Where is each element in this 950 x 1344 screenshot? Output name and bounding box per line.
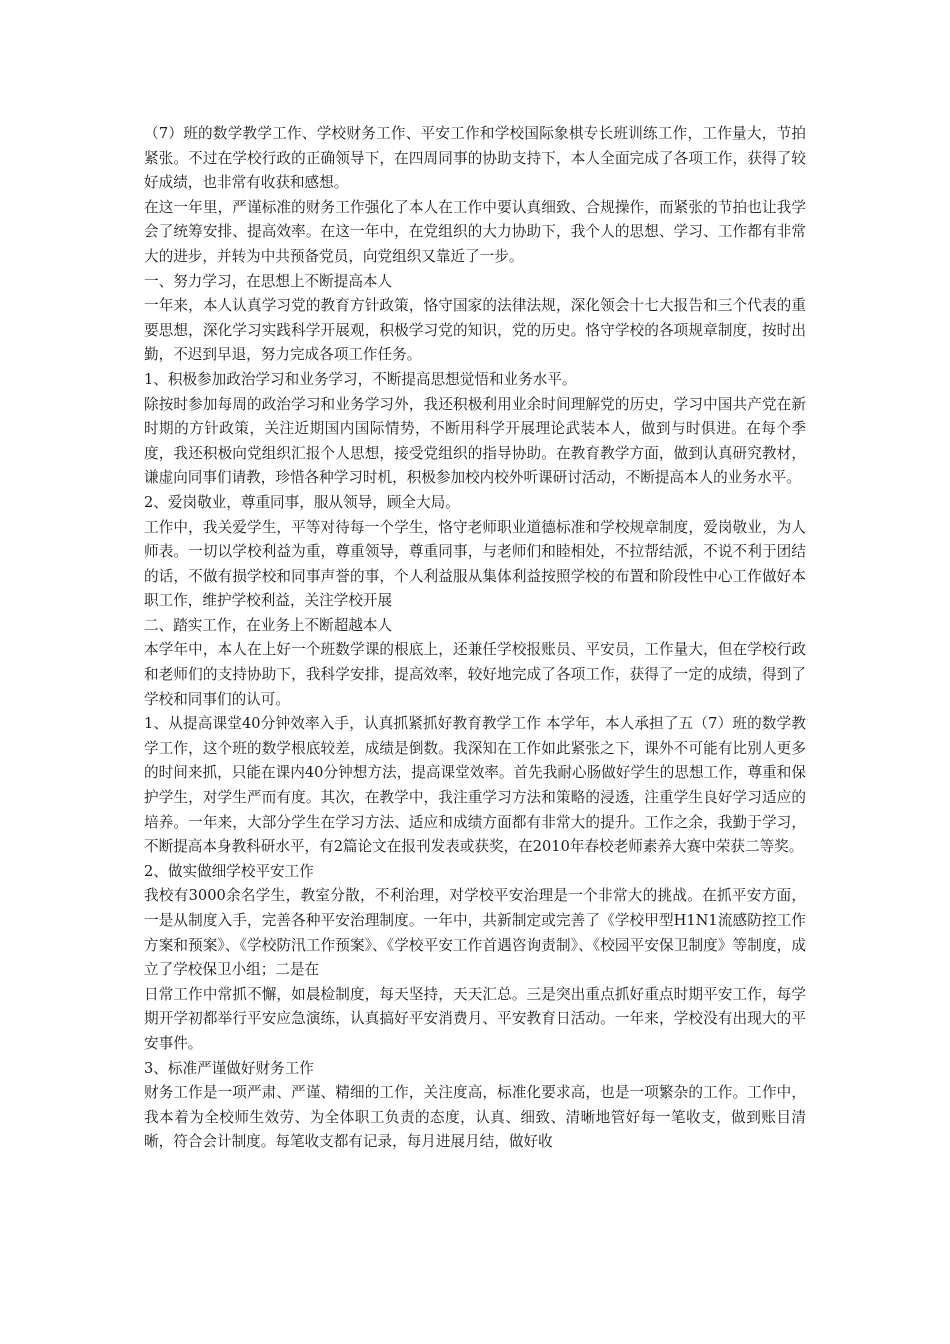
paragraph: 财务工作是一项严肃、严谨、精细的工作，关注度高，标准化要求高，也是一项繁杂的工作。工作中，我本着为全校师生效劳、为全体职工负责的态度，认真、细致、清晰地管好每一笔收支，做到账目清晰，符合会计制度。每笔收支都有记录，每月进展月结，做好收 — [144, 1084, 806, 1151]
subsection-heading: 2、爱岗敬业，尊重同事，服从领导，顾全大局。 — [144, 493, 460, 511]
subsection-heading: 1、积极参加政治学习和业务学习，不断提高思想觉悟和业务水平。 — [144, 370, 577, 388]
paragraph: 本学年中，本人在上好一个班数学课的根底上，还兼任学校报账员、平安员，工作量大，但在学校行政和老师们的支持协助下，我科学安排，提高效率，较好地完成了各项工作，获得了一定的成绩，得到了学校和同事们的认可。 — [144, 641, 806, 708]
paragraph: 除按时参加每周的政治学习和业务学习外，我还积极利用业余时间理解党的历史，学习中国共产党在新时期的方针政策，关注近期国内国际情势，不断用科学开展理论武装本人，做到与时俱进。在每个季度，我还积极向党组织汇报个人思想，接受党组织的指导协助。在教育教学方面，做到认真研究教材，谦虚向同事们请教，珍惜各种学习时机，积极参加校内校外听课研讨活动，不断提高本人的业务水平。 — [144, 395, 806, 487]
paragraph: （7）班的数学教学工作、学校财务工作、平安工作和学校国际象棋专长班训练工作，工作量大，节拍紧张。不过在学校行政的正确领导下，在四周同事的协助支持下，本人全面完成了各项工作，获得了较好成绩，也非常有收获和感想。 — [144, 125, 806, 192]
paragraph: 一年来，本人认真学习党的教育方针政策，恪守国家的法律法规，深化领会十七大报告和三个代表的重要思想，深化学习实践科学开展观，积极学习党的知识，党的历史。恪守学校的各项规章制度，按时出勤，不迟到早退，努力完成各项工作任务。 — [144, 297, 806, 364]
section-heading: 二、踏实工作，在业务上不断超越本人 — [144, 616, 393, 634]
paragraph: 1、从提高课堂40分钟效率入手，认真抓紧抓好教育教学工作 本学年，本人承担了五（7）班的数学教学工作，这个班的数学根底较差，成绩是倒数。我深知在工作如此紧张之下，课外不可能有比别人更多的时间来抓，只能在课内40分钟想方法，提高课堂效率。首先我耐心肠做好学生的思想工作，尊重和保护学生，对学生严而有度。其次，在教学中，我注重学习方法和策略的浸透，注重学生良好学习适应的培养。一年来，大部分学生在学习方法、适应和成绩方面都有非常大的提升。工作之余，我勤于学习，不断提高本身教科研水平，有2篇论文在报刊发表或获奖，在2010年春校老师素养大赛中荣获二等奖。 — [144, 715, 806, 856]
section-heading: 一、努力学习，在思想上不断提高本人 — [144, 272, 393, 290]
paragraph: 我校有3000余名学生，教室分散，不利治理，对学校平安治理是一个非常大的挑战。在抓平安方面，一是从制度入手，完善各种平安治理制度。一年中，共新制定或完善了《学校甲型H1N1流感防控工作方案和预案》、《学校防汛工作预案》、《学校平安工作首遇咨询责制》、《校园平安保卫制度》等制度，成立了学校保卫小组；二是在 — [144, 887, 806, 979]
paragraph: 在这一年里，严谨标准的财务工作强化了本人在工作中要认真细致、合规操作，而紧张的节拍也让我学会了统筹安排、提高效率。在这一年中，在党组织的大力协助下，我个人的思想、学习、工作都有非常大的进步，并转为中共预备党员，向党组织又靠近了一步。 — [144, 198, 806, 265]
subsection-heading: 3、标准严谨做好财务工作 — [144, 1059, 314, 1077]
paragraph: 工作中，我关爱学生，平等对待每一个学生，恪守老师职业道德标准和学校规章制度，爱岗敬业，为人师表。一切以学校利益为重，尊重领导，尊重同事，与老师们和睦相处，不拉帮结派，不说不利于团结的话，不做有损学校和同事声誉的事，个人利益服从集体利益按照学校的布置和阶段性中心工作做好本职工作，维护学校利益，关注学校开展 — [144, 518, 806, 610]
document-body — [144, 122, 806, 1155]
subsection-heading: 2、做实做细学校平安工作 — [144, 862, 314, 880]
paragraph: 日常工作中常抓不懈，如晨检制度，每天坚持，天天汇总。三是突出重点抓好重点时期平安工作，每学期开学初都举行平安应急演练，认真搞好平安消费月、平安教育日活动。一年来，学校没有出现大的平安事件。 — [144, 985, 806, 1052]
